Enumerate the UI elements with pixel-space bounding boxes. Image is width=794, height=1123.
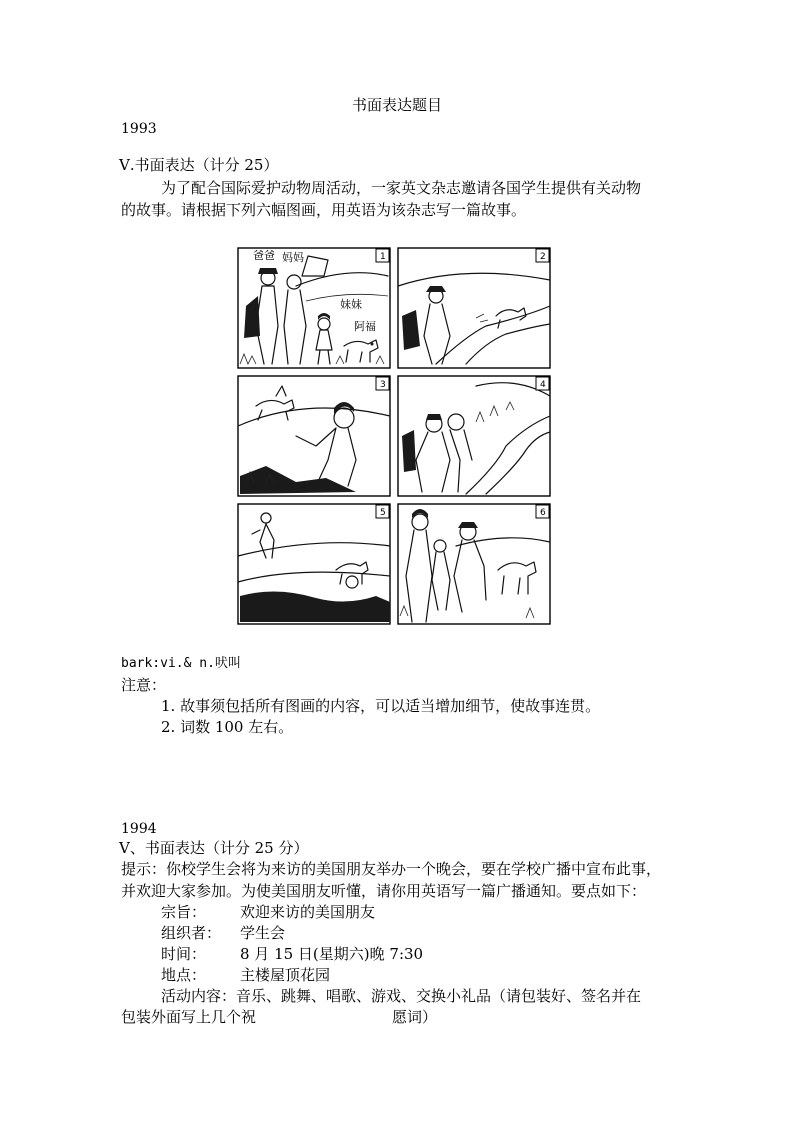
item-label-organizer: 组织者： bbox=[161, 924, 222, 942]
year-1993: 1993 bbox=[121, 121, 157, 137]
year-1994: 1994 bbox=[121, 821, 157, 837]
label-dog: 阿福 bbox=[354, 320, 376, 333]
activities-line2-start: 包装外面写上几个祝 bbox=[121, 1008, 257, 1026]
label-dad: 爸爸 bbox=[253, 249, 275, 262]
panel-2-illustration bbox=[398, 248, 550, 368]
panel-1-illustration bbox=[238, 248, 390, 368]
panel-6-illustration bbox=[398, 504, 550, 624]
item-label-place: 地点： bbox=[161, 966, 207, 984]
panel-number-1: 1 bbox=[380, 252, 386, 262]
section-heading-1993: Ⅴ.书面表达（计分 25） bbox=[119, 156, 279, 174]
panel-number-4: 4 bbox=[540, 380, 546, 390]
panel-5-illustration bbox=[238, 504, 390, 624]
item-value-purpose: 欢迎来访的美国朋友 bbox=[240, 903, 376, 921]
panel-number-3: 3 bbox=[380, 380, 386, 390]
panel-number-5: 5 bbox=[380, 508, 386, 518]
item-value-place: 主楼屋顶花园 bbox=[240, 966, 331, 984]
activities-line2-end: 愿词） bbox=[392, 1008, 438, 1026]
prompt-1994-line2: 并欢迎大家参加。为使美国朋友听懂，请你用英语写一篇广播通知。要点如下： bbox=[121, 882, 647, 900]
label-sister: 妹妹 bbox=[340, 298, 362, 311]
note-item-1: 1. 故事须包括所有图画的内容，可以适当增加细节，使故事连贯。 bbox=[161, 697, 601, 715]
activities-line1: 活动内容：音乐、跳舞、唱歌、游戏、交换小礼品（请包装好、签名并在 bbox=[161, 987, 642, 1005]
item-value-time: 8 月 15 日(星期六)晚 7:30 bbox=[240, 945, 424, 963]
prompt-1993-line1: 为了配合国际爱护动物周活动，一家英文杂志邀请各国学生提供有关动物 bbox=[161, 179, 642, 197]
page-title: 书面表达题目 bbox=[351, 96, 442, 114]
item-label-time: 时间： bbox=[161, 945, 207, 963]
note-item-2: 2. 词数 100 左右。 bbox=[161, 718, 294, 736]
panel-4-illustration bbox=[398, 376, 550, 496]
panel-number-6: 6 bbox=[540, 508, 546, 518]
item-label-purpose: 宗旨： bbox=[161, 903, 207, 921]
prompt-1994-line1: 提示：你校学生会将为来访的美国朋友举办一个晚会，要在学校广播中宣布此事， bbox=[121, 860, 662, 878]
label-mom: 妈妈 bbox=[282, 251, 304, 264]
notes-heading: 注意： bbox=[121, 676, 167, 694]
vocab-note: bark:vi.& n.吠叫 bbox=[121, 656, 241, 671]
panel-number-2: 2 bbox=[540, 252, 546, 262]
prompt-1993-line2: 的故事。请根据下列六幅图画，用英语为该杂志写一篇故事。 bbox=[121, 201, 527, 219]
picture-story-figure bbox=[236, 246, 552, 626]
item-value-organizer: 学生会 bbox=[240, 924, 286, 942]
section-heading-1994: Ⅴ、书面表达（计分 25 分） bbox=[119, 839, 309, 857]
panel-3-illustration bbox=[238, 376, 390, 496]
